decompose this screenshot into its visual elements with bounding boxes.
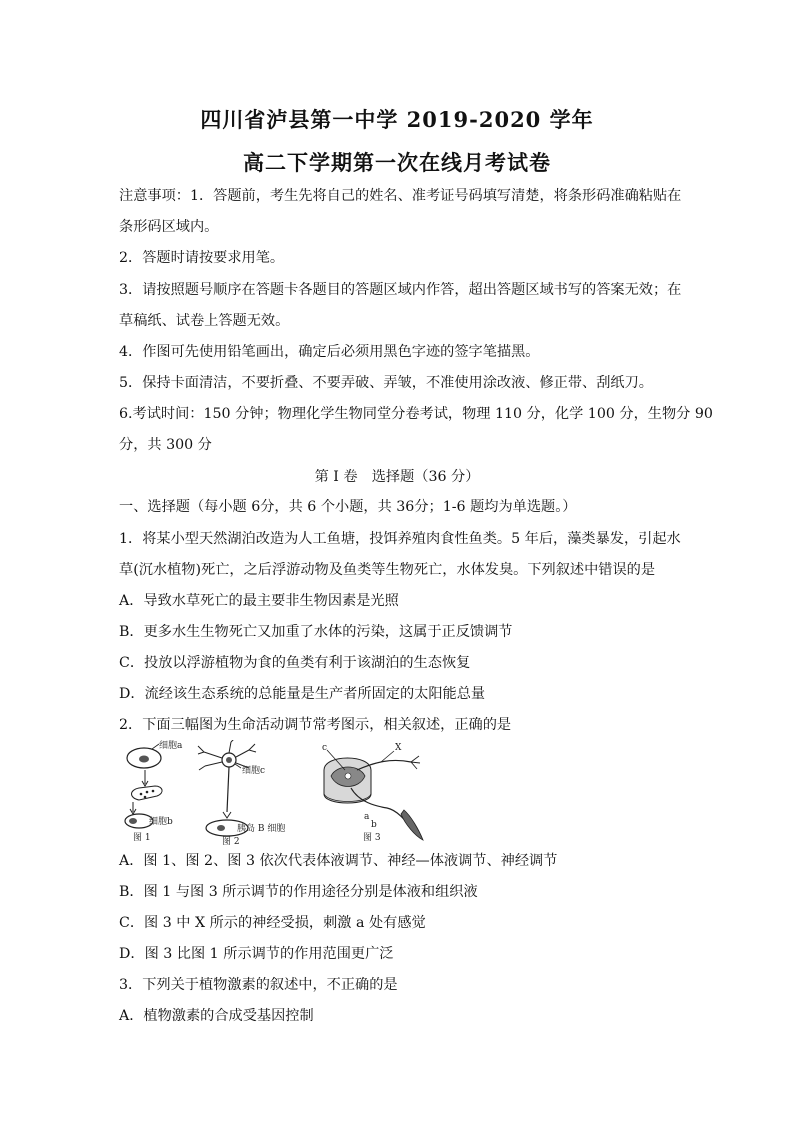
q1-option-d: D．流经该生态系统的总能量是生产者所固定的太阳能总量 bbox=[119, 686, 486, 702]
note-3b: 草稿纸、试卷上答题无效。 bbox=[119, 313, 290, 329]
q2-option-a: A．图 1、图 2、图 3 依次代表体液调节、神经—体液调节、神经调节 bbox=[119, 853, 558, 869]
q3-option-a: A．植物激素的合成受基因控制 bbox=[119, 1008, 314, 1024]
cell-a-label: 细胞a bbox=[159, 741, 183, 751]
regulation-figure bbox=[119, 740, 429, 846]
note-3a: 3．请按照题号顺序在答题卡各题目的答题区域内作答，超出答题区域书写的答案无效；在 bbox=[119, 282, 682, 298]
q1-option-c: C．投放以浮游植物为食的鱼类有利于该湖泊的生态恢复 bbox=[119, 655, 471, 671]
label-b: b bbox=[371, 820, 377, 830]
q1-stem-a: 1．将某小型天然湖泊改造为人工鱼塘，投饵养殖肉食性鱼类。5 年后，藻类暴发，引起水 bbox=[119, 531, 681, 547]
q2-stem: 2．下面三幅图为生命活动调节常考图示，相关叙述，正确的是 bbox=[119, 717, 512, 733]
label-c: c bbox=[322, 743, 328, 753]
exam-title-line2: 高二下学期第一次在线月考试卷 bbox=[243, 150, 551, 175]
figure-2-caption: 图 2 bbox=[222, 837, 240, 846]
figure-3 bbox=[322, 743, 423, 843]
note-1a: 注意事项：1．答题前，考生先将自己的姓名、准考证号码填写清楚，将条形码准确粘贴在 bbox=[119, 188, 682, 204]
q1-stem-b: 草(沉水植物)死亡，之后浮游动物及鱼类等生物死亡，水体发臭。下列叙述中错误的是 bbox=[119, 562, 656, 578]
q2-option-d: D．图 3 比图 1 所示调节的作用范围更广泛 bbox=[119, 946, 394, 962]
cell-c-label: 细胞c bbox=[242, 766, 266, 776]
note-6a: 6.考试时间：150 分钟；物理化学生物同堂分卷考试，物理 110 分，化学 100 分，生物分 90 bbox=[119, 406, 713, 422]
q1-option-b: B．更多水生生物死亡又加重了水体的污染，这属于正反馈调节 bbox=[119, 624, 513, 640]
figure-2 bbox=[198, 740, 285, 846]
section-title: 第 I 卷 选择题（36 分） bbox=[314, 469, 480, 485]
cell-b-label: 细胞b bbox=[149, 817, 173, 827]
label-x: X bbox=[395, 743, 402, 753]
q1-option-a: A．导致水草死亡的最主要非生物因素是光照 bbox=[119, 593, 399, 609]
q3-stem: 3．下列关于植物激素的叙述中，不正确的是 bbox=[119, 977, 398, 993]
islet-b-cell-label: 胰岛 B 细胞 bbox=[237, 824, 286, 834]
figure-1-caption: 图 1 bbox=[133, 833, 151, 843]
note-4: 4．作图可先使用铅笔画出，确定后必须用黑色字迹的签字笔描黑。 bbox=[119, 344, 540, 360]
note-1b: 条形码区域内。 bbox=[119, 219, 219, 235]
note-2: 2．答题时请按要求用笔。 bbox=[119, 250, 285, 266]
q2-option-c: C．图 3 中 X 所示的神经受损，刺激 a 处有感觉 bbox=[119, 915, 426, 931]
figure-3-caption: 图 3 bbox=[363, 833, 381, 843]
exam-title-line1: 四川省泸县第一中学 2019-2020 学年 bbox=[200, 107, 594, 132]
section-instruction: 一、选择题（每小题 6分，共 6 个小题，共 36分；1-6 题均为单选题。） bbox=[119, 499, 577, 515]
figure-1 bbox=[125, 740, 183, 843]
note-5: 5．保持卡面清洁，不要折叠、不要弄破、弄皱，不准使用涂改液、修正带、刮纸刀。 bbox=[119, 375, 653, 391]
note-6b: 分，共 300 分 bbox=[119, 437, 212, 453]
label-a: a bbox=[364, 812, 370, 822]
q2-option-b: B．图 1 与图 3 所示调节的作用途径分别是体液和组织液 bbox=[119, 884, 478, 900]
